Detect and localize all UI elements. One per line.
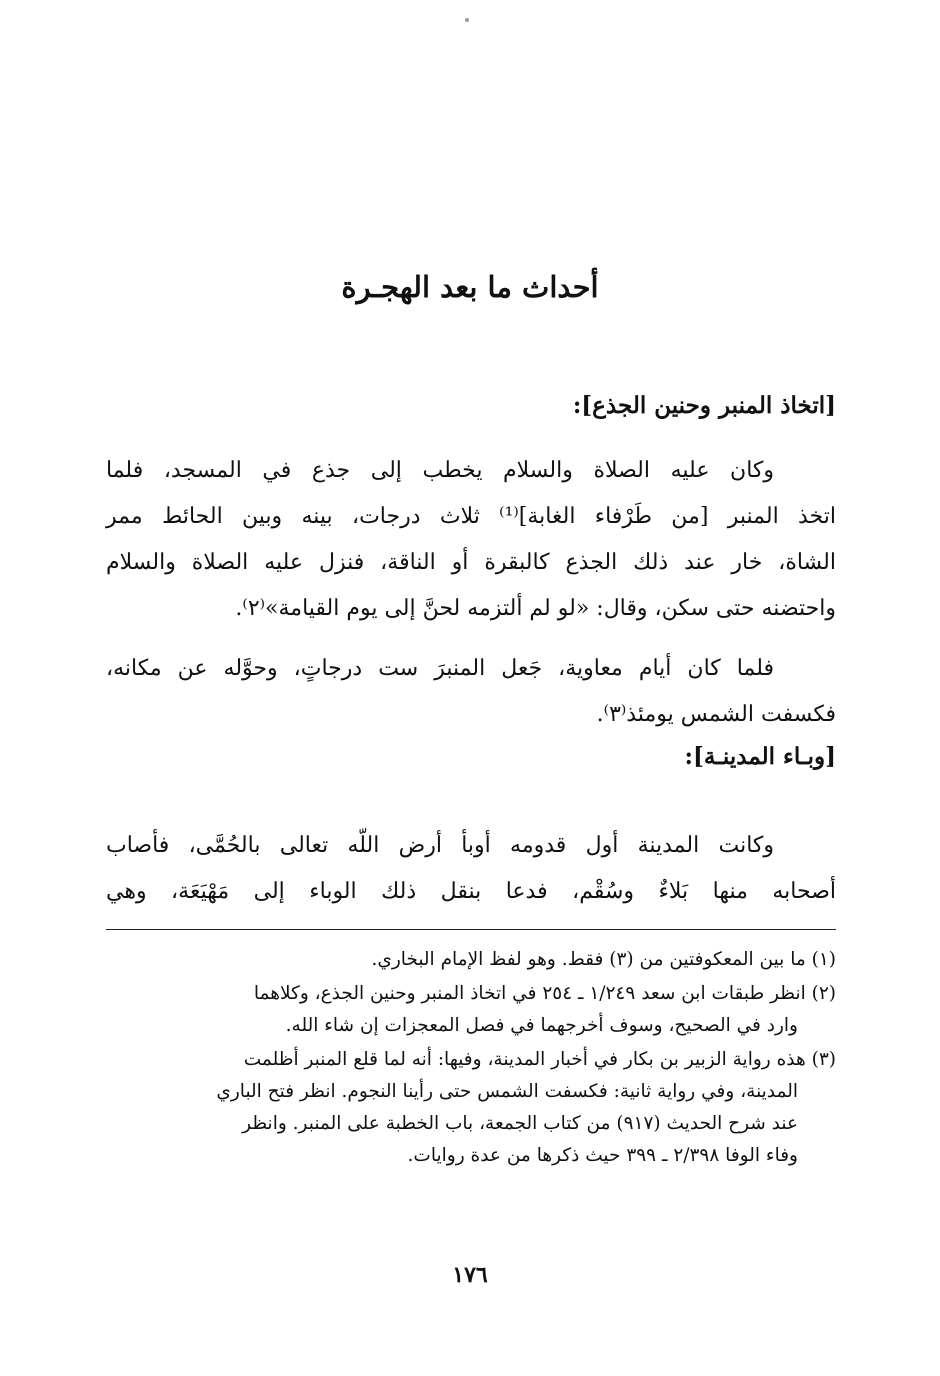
footnotes: [106, 944, 836, 1174]
text-line: أصحابه منها بَلاءٌ وسُقْم، فدعا بنقل ذلك الوباء إلى مَهْيَعَة، وهي: [106, 879, 836, 904]
paragraph-epidemic: [106, 823, 836, 915]
text-line: فلما كان أيام معاوية، جَعل المنبرَ ست درجاتٍ، وحوَّله عن مكانه،: [106, 656, 774, 681]
paragraph-minbar: [106, 448, 836, 632]
text-line: اتخذ المنبر [من طَرْفاء الغابة]⁽¹⁾ ثلاث درجات، بينه وبين الحائط ممر: [106, 504, 836, 529]
paragraph-muawiya: [106, 646, 836, 738]
footnote-separator: [106, 929, 836, 930]
footnote-2: [106, 978, 836, 1042]
chapter-title: أحداث ما بعد الهجـرة: [341, 270, 599, 304]
footnote-line: وفاء الوفا ٢/٣٩٨ ـ ٣٩٩ حيث ذكرها من عدة روايات.: [407, 1145, 798, 1166]
text-line: الشاة، خار عند ذلك الجذع كالبقرة أو الناقة، فنزل عليه الصلاة والسلام: [106, 550, 836, 575]
footnote-1: [106, 944, 836, 976]
footnote-line: المدينة، وفي رواية ثانية: فكسفت الشمس حتى رأينا النجوم. انظر فتح الباري: [216, 1081, 798, 1102]
page-number: ١٧٦: [452, 1262, 488, 1288]
section-heading-epidemic: [وبـاء المدينـة]:: [684, 743, 836, 770]
text-line: واحتضنه حتى سكن، وقال: «لو لم ألتزمه لحنَّ إلى يوم القيامة»⁽٢⁾.: [235, 596, 836, 621]
text-line: وكانت المدينة أول قدومه أوبأ أرض اللّه تعالى بالحُمَّى، فأصاب: [106, 833, 774, 858]
footnote-line: وارد في الصحيح، وسوف أخرجهما في فصل المعجزات إن شاء الله.: [285, 1015, 798, 1036]
footnote-line: (٢) انظر طبقات ابن سعد ١/٢٤٩ ـ ٢٥٤ في اتخاذ المنبر وحنين الجذع، وكلاهما: [253, 983, 836, 1004]
footnote-3: [106, 1044, 836, 1172]
footnote-line: (١) ما بين المعكوفتين من (٣) فقط. وهو لفظ الإمام البخاري.: [371, 949, 836, 970]
section-heading-minbar: [اتخاذ المنبر وحنين الجذع]:: [572, 392, 836, 419]
text-line: فكسفت الشمس يومئذ⁽٣⁾.: [596, 702, 836, 727]
footnote-line: عند شرح الحديث (٩١٧) من كتاب الجمعة، باب الخطبة على المنبر. وانظر: [242, 1113, 798, 1134]
text-line: وكان عليه الصلاة والسلام يخطب إلى جذع في المسجد، فلما: [106, 458, 774, 483]
footnote-line: (٣) هذه رواية الزبير بن بكار في أخبار المدينة، وفيها: أنه لما قلع المنبر أظلمت: [243, 1049, 836, 1070]
top-dot-mark: [465, 18, 469, 22]
